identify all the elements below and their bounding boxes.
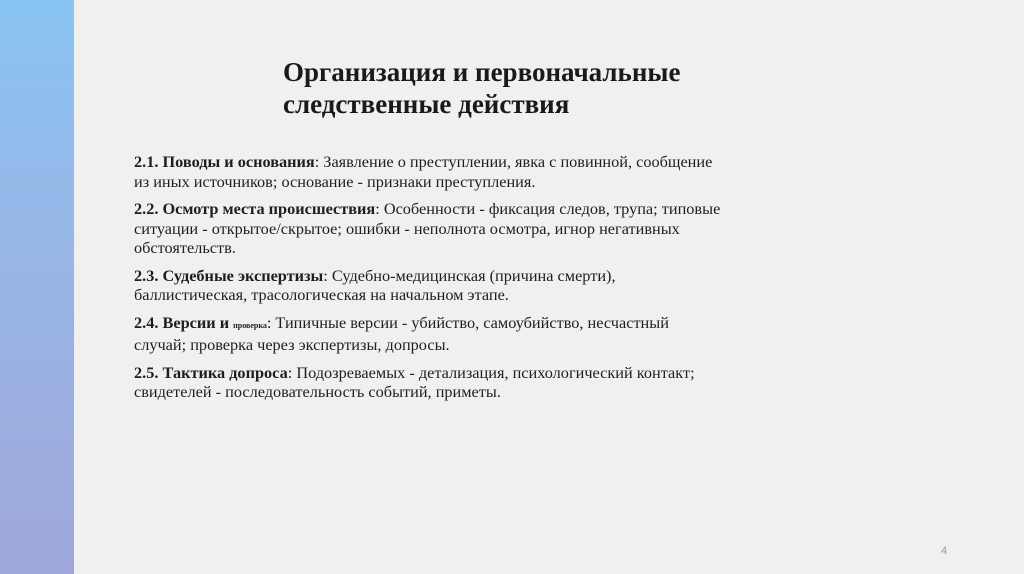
slide-title-line-2: следственные действия — [283, 89, 570, 119]
slide-title-line-1: Организация и первоначальные — [283, 57, 681, 87]
point-heading: 2.1. Поводы и основания — [134, 152, 315, 171]
point-2-4 — [134, 313, 724, 355]
slide-title — [283, 56, 883, 120]
point-text: : Подозреваемых - детализация, психологический контакт; свидетелей - последовательность событий, приметы. — [134, 362, 695, 401]
decorative-side-bar — [0, 0, 74, 574]
point-heading: 2.4. Версии и — [134, 312, 234, 332]
point-2-1 — [134, 152, 724, 191]
point-heading: 2.3. Судебные экспертизы — [134, 265, 324, 285]
points-list — [134, 152, 724, 410]
point-heading: 2.5. Тактика допроса — [134, 362, 288, 382]
point-text: : Судебно-медицинская (причина смерти), баллистическая, трасологическая на начальном этапе. — [134, 265, 616, 304]
point-heading-small: проверка — [233, 320, 267, 330]
point-text: : Особенности - фиксация следов, трупа; типовые ситуации - открытое/скрытое; ошибки - неполнота осмотра, игнор негативных обстоятельств. — [134, 199, 721, 257]
point-2-5 — [134, 363, 724, 402]
point-heading: 2.2. Осмотр места происшествия — [134, 199, 376, 218]
point-2-2 — [134, 199, 724, 258]
page-number: 4 — [941, 545, 948, 557]
point-text: : Типичные версии - убийство, самоубийство, несчастный случай; проверка через экспертизы, допросы. — [134, 312, 669, 354]
point-2-3 — [134, 266, 724, 305]
point-text: : Заявление о преступлении, явка с повинной, сообщение из иных источников; основание - признаки преступления. — [134, 152, 713, 191]
